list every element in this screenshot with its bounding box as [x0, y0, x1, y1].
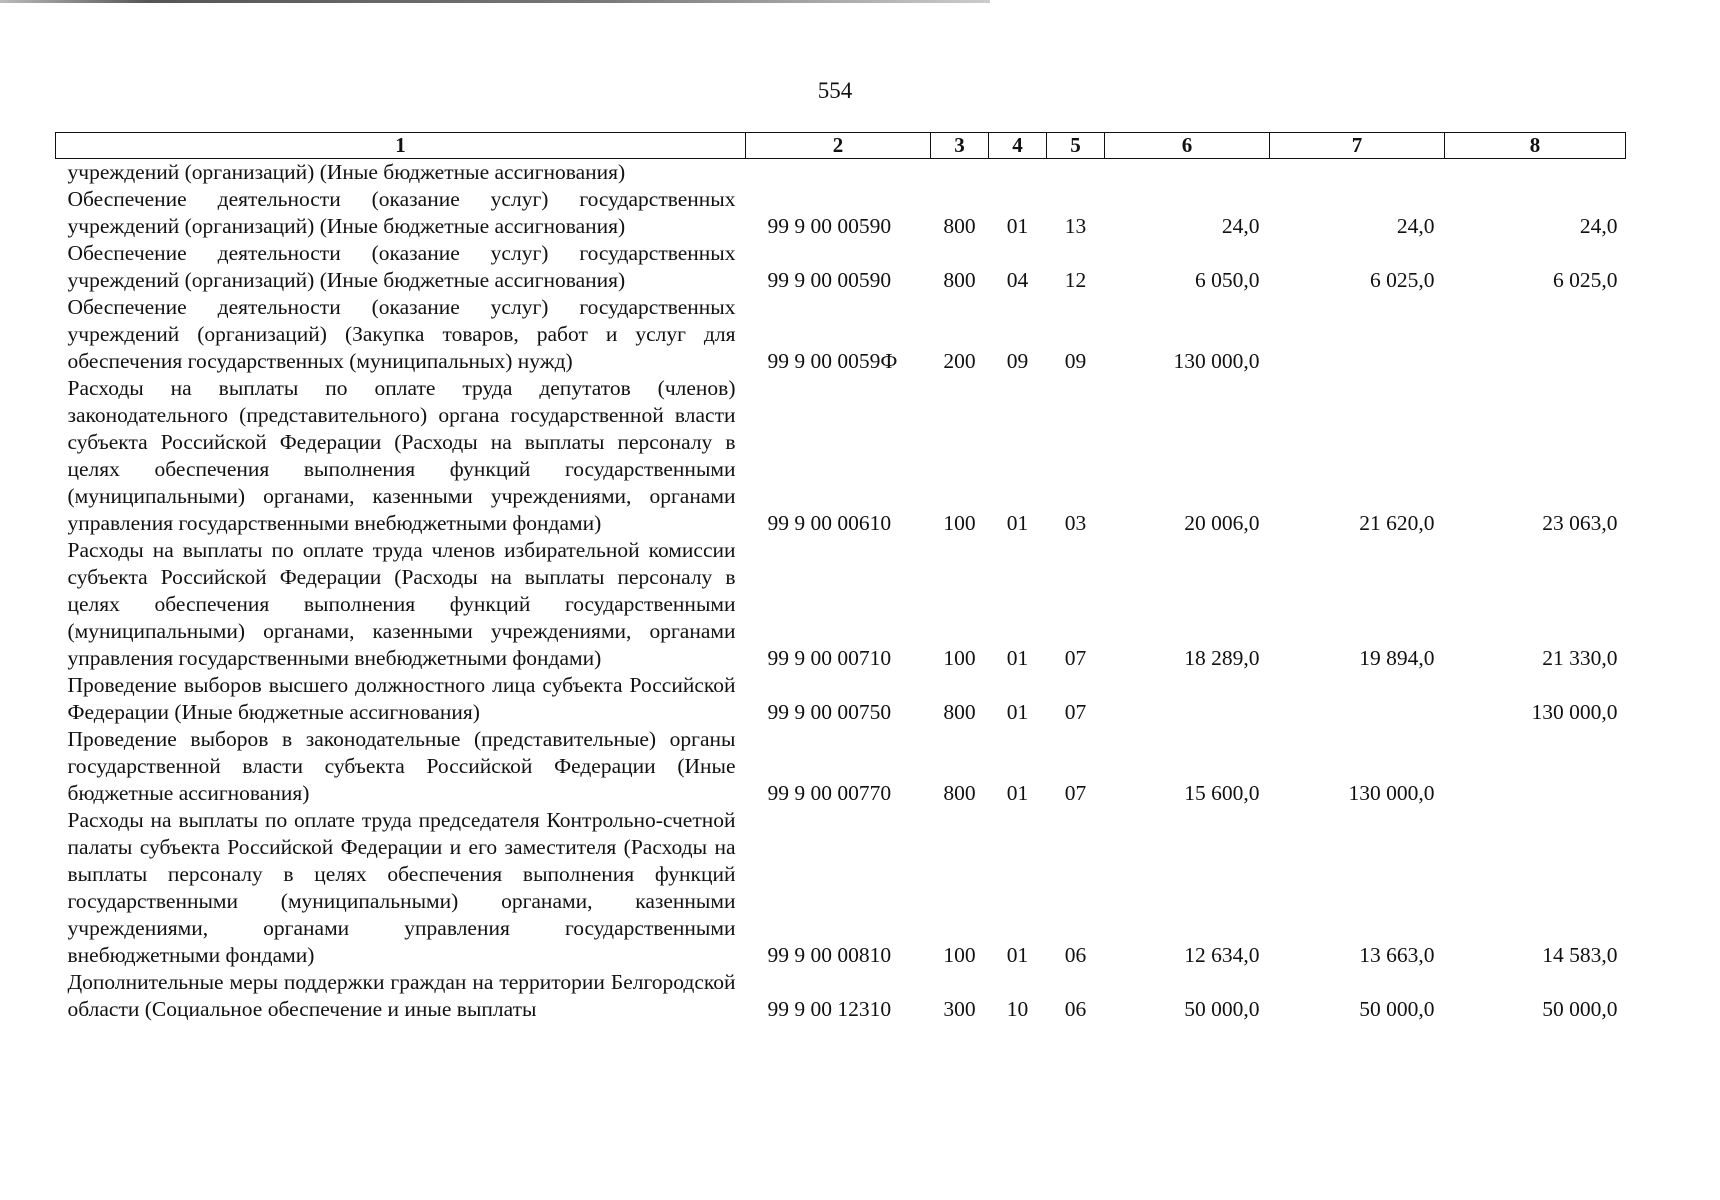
row-description: Расходы на выплаты по оплате труда членов избирательной комиссии субъекта Российской Федерации (Расходы на выплаты персоналу в целях обеспечения выполнения функций государственными (муниципальными) органами, казенными учреждениями, органами управления государственными внебюджетными фондами)	[67, 538, 736, 670]
row-amount-col7: 13 663,0	[1359, 943, 1435, 967]
row-subsection: 12	[1064, 268, 1087, 292]
row-expense-type: 100	[943, 943, 976, 967]
row-target-code: 99 9 00 0059Ф	[767, 349, 898, 373]
row-target-code: 99 9 00 00810	[767, 943, 892, 967]
page-number: 554	[817, 78, 853, 103]
row-amount-col8	[1445, 159, 1626, 187]
row-description: Расходы на выплаты по оплате труда председателя Контрольно-счетной палаты субъекта Российской Федерации и его заместителя (Расходы на выплаты персоналу в целях обеспечения выполнения функций государственными (муниципальными) органами, казенными учреждениями, органами управления государственными внебюджетными фондами)	[67, 808, 736, 967]
row-amount-col7: 50 000,0	[1359, 997, 1435, 1021]
row-subsection: 06	[1064, 997, 1087, 1021]
row-description: Проведение выборов в законодательные (представительные) органы государственной власти субъекта Российской Федерации (Иные бюджетные ассигнования)	[67, 727, 736, 805]
row-amount-col6: 20 006,0	[1184, 511, 1260, 535]
column-header-6: 6	[1105, 133, 1270, 159]
row-section: 01	[1006, 214, 1029, 238]
row-amount-col7: 6 025,0	[1370, 268, 1435, 292]
row-expense-type: 100	[943, 646, 976, 670]
row-description: Проведение выборов высшего должностного лица субъекта Российской Федерации (Иные бюджетные ассигнования)	[67, 673, 736, 724]
row-amount-col6: 6 050,0	[1195, 268, 1260, 292]
table-row	[56, 726, 1626, 807]
row-description: Дополнительные меры поддержки граждан на территории Белгородской области (Социальное обеспечение и иные выплаты	[67, 970, 736, 1021]
row-description: учреждений (организаций) (Иные бюджетные ассигнования)	[67, 160, 626, 184]
row-amount-col6: 18 289,0	[1184, 646, 1260, 670]
row-subsection: 07	[1064, 646, 1087, 670]
row-amount-col6: 15 600,0	[1184, 781, 1260, 805]
row-amount-col8: 6 025,0	[1553, 268, 1618, 292]
row-section: 04	[1006, 268, 1029, 292]
row-expense-type: 800	[943, 781, 976, 805]
row-expense-type: 800	[943, 268, 976, 292]
row-expense-type: 800	[943, 214, 976, 238]
column-header-1: 1	[56, 133, 746, 159]
row-amount-col6	[1105, 672, 1270, 726]
row-amount-col7: 19 894,0	[1359, 646, 1435, 670]
table-row	[56, 807, 1626, 969]
row-description: Обеспечение деятельности (оказание услуг) государственных учреждений (организаций) (Иные бюджетные ассигнования)	[67, 241, 736, 292]
row-amount-col8	[1445, 294, 1626, 375]
row-section: 01	[1006, 646, 1029, 670]
row-section	[989, 159, 1047, 187]
row-target-code: 99 9 00 00710	[767, 646, 892, 670]
row-amount-col8: 23 063,0	[1542, 511, 1618, 535]
row-subsection: 07	[1064, 700, 1087, 724]
column-header-2: 2	[746, 133, 931, 159]
column-header-4: 4	[989, 133, 1047, 159]
row-subsection: 13	[1064, 214, 1087, 238]
row-section: 01	[1006, 781, 1029, 805]
row-description: Обеспечение деятельности (оказание услуг) государственных учреждений (организаций) (Иные бюджетные ассигнования)	[67, 187, 736, 238]
column-header-5: 5	[1047, 133, 1105, 159]
table-row	[56, 186, 1626, 240]
table-row	[56, 159, 1626, 187]
row-section: 01	[1006, 943, 1029, 967]
row-section: 01	[1006, 511, 1029, 535]
table-row	[56, 375, 1626, 537]
row-description: Расходы на выплаты по оплате труда депутатов (членов) законодательного (представительного) органа государственной власти субъекта Российской Федерации (Расходы на выплаты персоналу в целях обеспечения выполнения функций государственными (муниципальными) органами, казенными учреждениями, органами управления государственными внебюджетными фондами)	[67, 376, 736, 535]
row-target-code: 99 9 00 00590	[767, 214, 892, 238]
table-body	[56, 159, 1626, 1024]
budget-table	[55, 132, 1626, 1023]
row-amount-col8: 24,0	[1579, 214, 1618, 238]
column-header-3: 3	[931, 133, 989, 159]
row-section: 10	[1006, 997, 1029, 1021]
row-subsection	[1047, 159, 1105, 187]
row-section: 09	[1006, 349, 1029, 373]
row-description: Обеспечение деятельности (оказание услуг) государственных учреждений (организаций) (Закупка товаров, работ и услуг для обеспечения государственных (муниципальных) нужд)	[67, 295, 736, 373]
row-amount-col6	[1105, 159, 1270, 187]
row-amount-col7: 24,0	[1396, 214, 1435, 238]
row-amount-col8	[1445, 726, 1626, 807]
table-row	[56, 240, 1626, 294]
row-amount-col6: 130 000,0	[1173, 349, 1260, 373]
row-amount-col7	[1270, 672, 1445, 726]
row-expense-type	[931, 159, 989, 187]
row-amount-col6: 24,0	[1221, 214, 1260, 238]
table-header-row	[56, 133, 1626, 159]
row-expense-type: 800	[943, 700, 976, 724]
row-amount-col7	[1270, 294, 1445, 375]
table-row	[56, 294, 1626, 375]
row-target-code: 99 9 00 00770	[767, 781, 892, 805]
row-amount-col7: 21 620,0	[1359, 511, 1435, 535]
row-subsection: 06	[1064, 943, 1087, 967]
table-row	[56, 672, 1626, 726]
row-expense-type: 300	[943, 997, 976, 1021]
row-expense-type: 200	[943, 349, 976, 373]
row-amount-col7	[1270, 159, 1445, 187]
row-subsection: 07	[1064, 781, 1087, 805]
row-amount-col7: 130 000,0	[1348, 781, 1435, 805]
row-target-code: 99 9 00 12310	[767, 997, 892, 1021]
row-amount-col8: 50 000,0	[1542, 997, 1618, 1021]
column-header-7: 7	[1270, 133, 1445, 159]
table-row	[56, 969, 1626, 1023]
row-target-code: 99 9 00 00750	[767, 700, 892, 724]
row-amount-col6: 12 634,0	[1184, 943, 1260, 967]
row-amount-col6: 50 000,0	[1184, 997, 1260, 1021]
row-section: 01	[1006, 700, 1029, 724]
row-amount-col8: 130 000,0	[1531, 700, 1618, 724]
row-target-code: 99 9 00 00590	[767, 268, 892, 292]
table-row	[56, 537, 1626, 672]
row-target-code: 99 9 00 00610	[767, 511, 892, 535]
scan-top-edge	[0, 0, 990, 3]
row-subsection: 03	[1064, 511, 1087, 535]
row-amount-col8: 14 583,0	[1542, 943, 1618, 967]
column-header-8: 8	[1445, 133, 1626, 159]
row-expense-type: 100	[943, 511, 976, 535]
row-amount-col8: 21 330,0	[1542, 646, 1618, 670]
row-subsection: 09	[1064, 349, 1087, 373]
row-target-code	[746, 159, 931, 187]
